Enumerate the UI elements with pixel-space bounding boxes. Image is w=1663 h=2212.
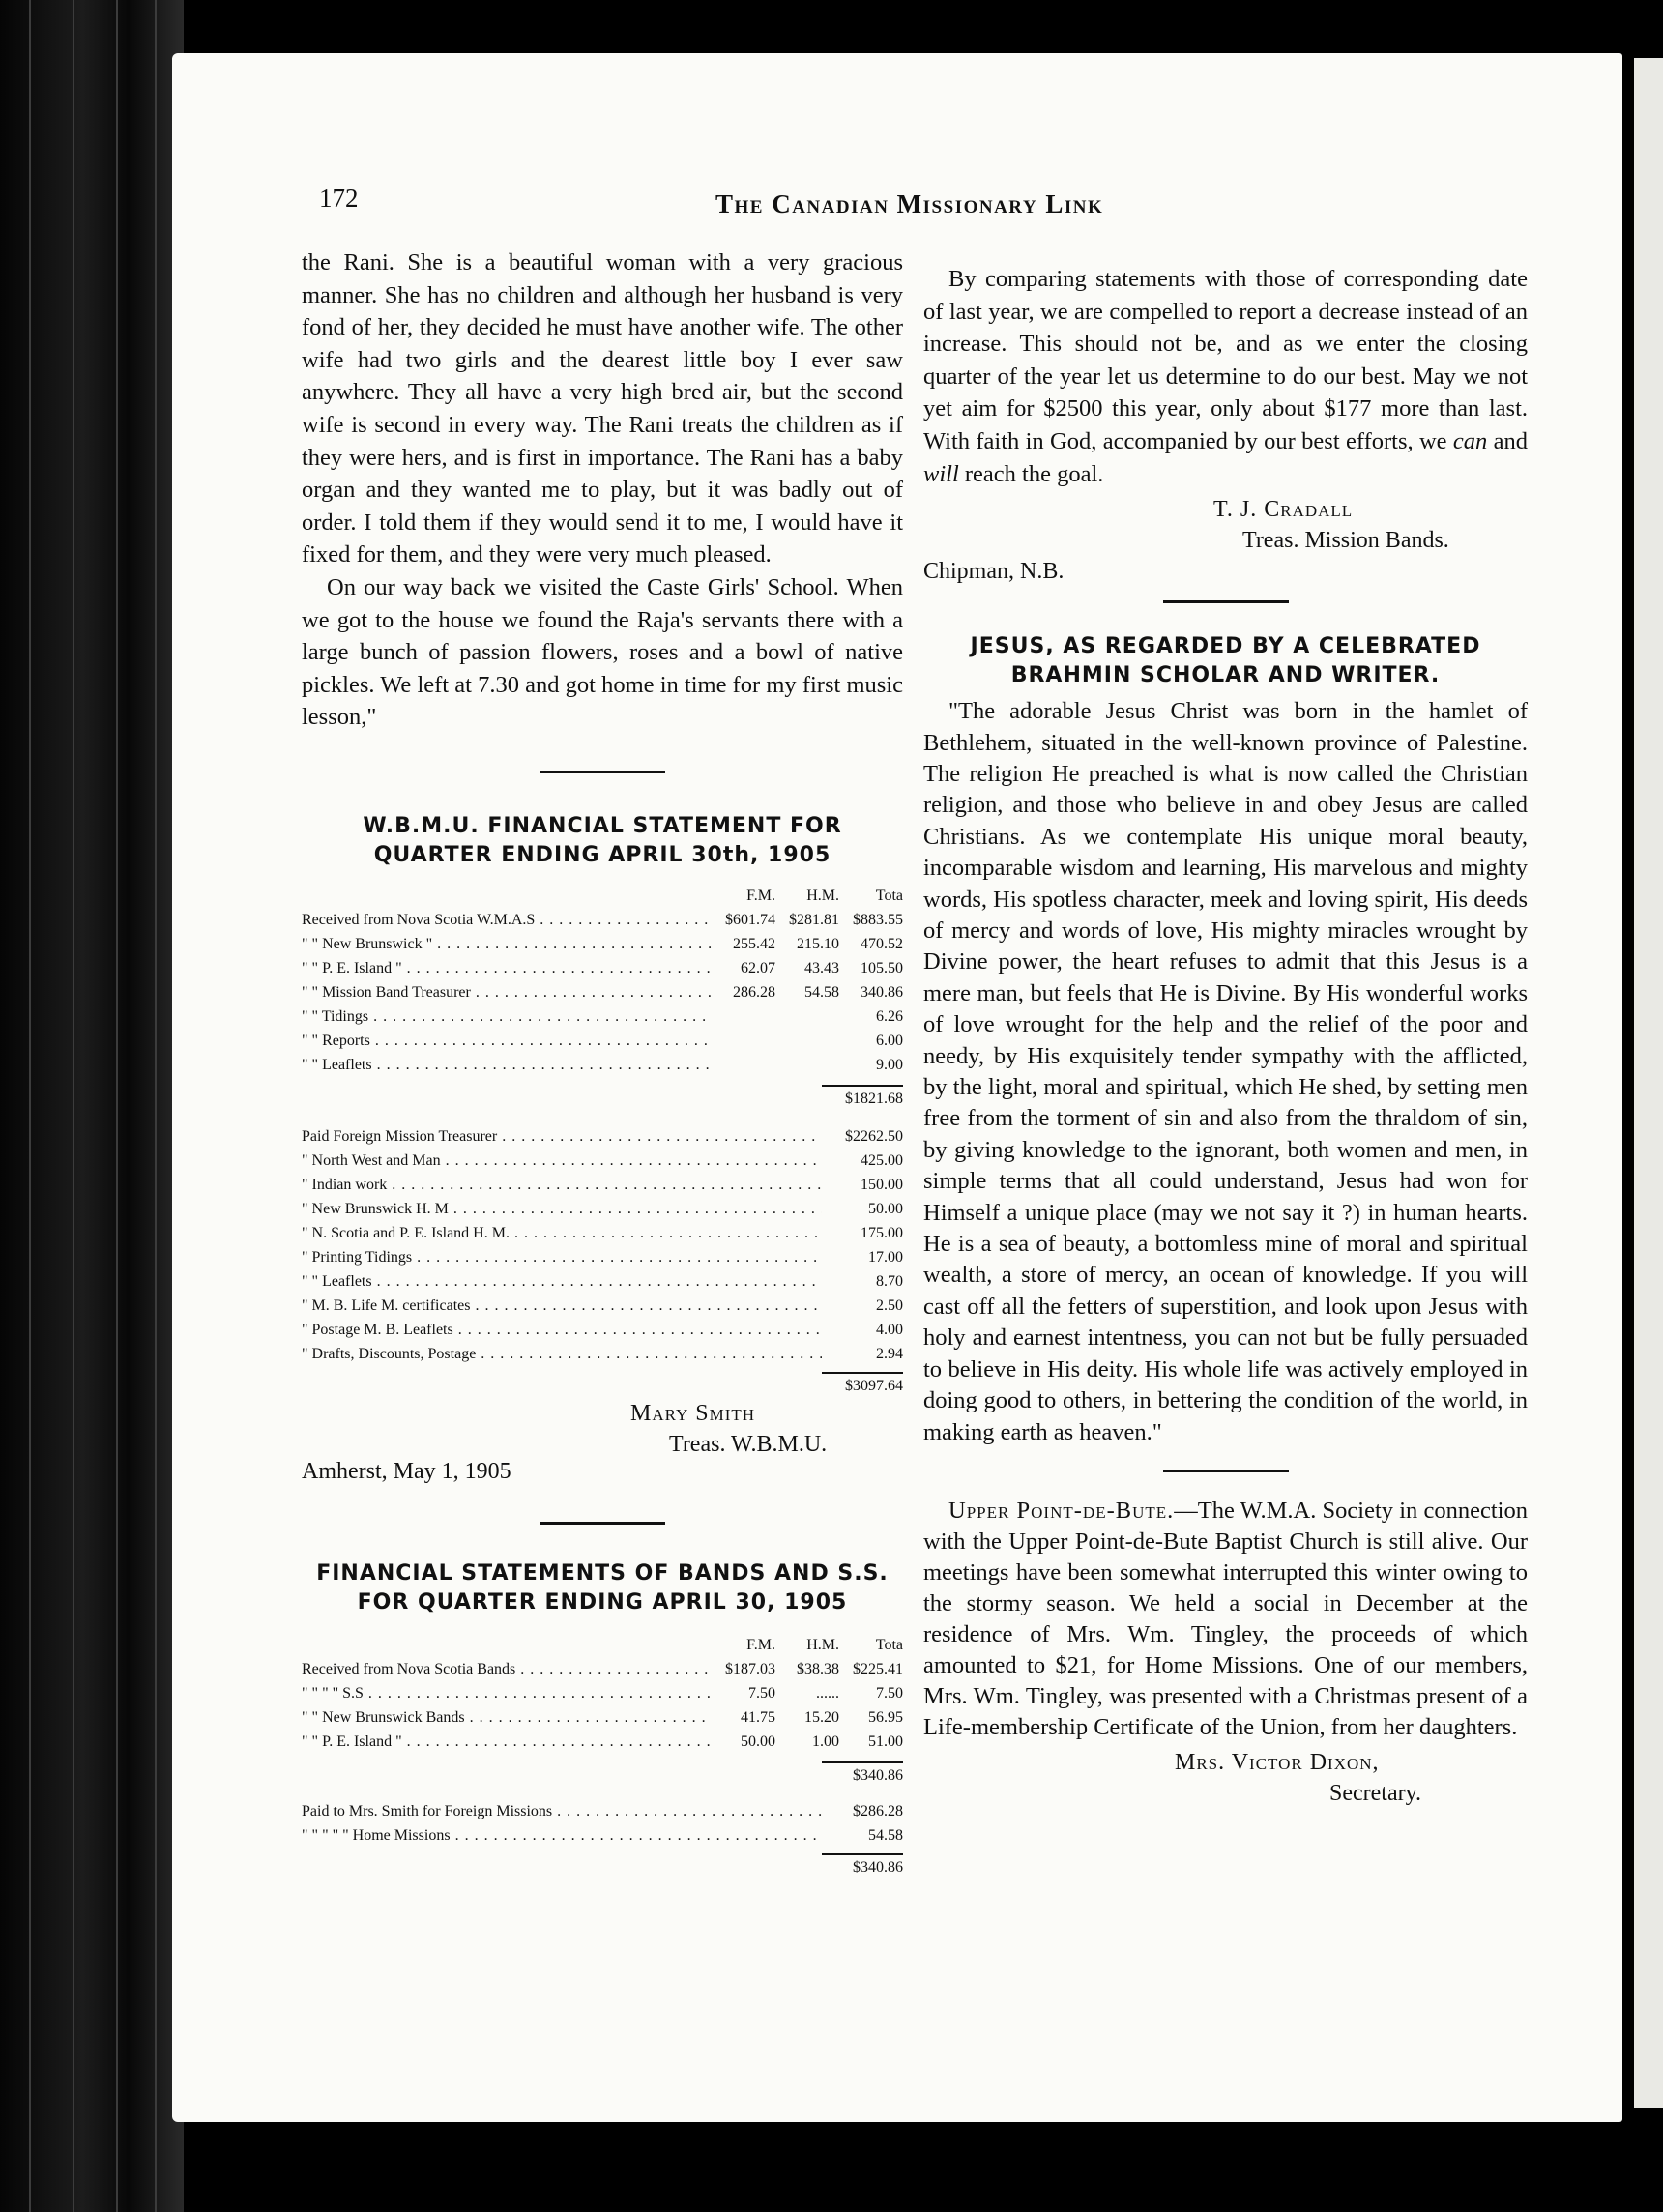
running-head: The Canadian Missionary Link bbox=[715, 189, 1104, 218]
col-header: Tota bbox=[875, 1636, 903, 1653]
fm-value: $601.74 bbox=[725, 911, 775, 928]
row-label: " " Mission Band Treasurer . . . bbox=[302, 980, 712, 1004]
cradall-emphasis: can bbox=[1452, 427, 1488, 454]
col-header: F.M. bbox=[746, 887, 775, 904]
fm-value: 41.75 bbox=[741, 1708, 775, 1726]
signer-title: Secretary. bbox=[1329, 1780, 1422, 1806]
col-header: H.M. bbox=[806, 1636, 839, 1653]
table-row bbox=[302, 1053, 903, 1077]
spine-edge-line bbox=[73, 0, 74, 2212]
table-row bbox=[302, 1004, 903, 1029]
table-row bbox=[302, 1294, 903, 1318]
row-label: " " Leaflets . . . bbox=[302, 1269, 822, 1294]
cradall-text: reach the goal. bbox=[958, 460, 1104, 487]
table-row bbox=[302, 1318, 903, 1342]
signer-name: Mrs. Victor Dixon, bbox=[1175, 1749, 1380, 1775]
wbmu-received-total: $1821.68 bbox=[822, 1085, 903, 1111]
jesus-title bbox=[923, 632, 1528, 690]
cradall-paragraph bbox=[923, 263, 1528, 490]
amount-value: $2262.50 bbox=[845, 1127, 903, 1145]
bands-title bbox=[302, 1559, 903, 1617]
bands-paid-total: $340.86 bbox=[822, 1853, 903, 1879]
place-date: Chipman, N.B. bbox=[923, 559, 1065, 585]
wbmu-col-headers bbox=[302, 884, 903, 908]
row-label: " " New Brunswick Bands . . . bbox=[302, 1705, 712, 1730]
amount-value: $286.28 bbox=[853, 1802, 903, 1819]
section-rule bbox=[540, 1522, 665, 1525]
table-row bbox=[302, 1823, 903, 1848]
cradall-text: and bbox=[1487, 427, 1528, 454]
total-value: $883.55 bbox=[853, 911, 903, 928]
upper-point-text: —The W.M.A. Society in connection with the Upper Point-de-Bute Baptist Church is still alive. Our meetings have been somewhat interrupted this winter owing to the stormy season. We held a social in December at the residence of Mrs. Wm. Tingley, the proceeds of which amounted to $21, for Home Missions. One of our members, Mrs. Wm. Tingley, was presented with a Christmas present of a Life-membership Certificate of the Union, from her daughters. bbox=[923, 1497, 1528, 1740]
row-label: Paid Foreign Mission Treasurer . . . bbox=[302, 1124, 822, 1149]
total-value: 470.52 bbox=[861, 935, 903, 952]
bands-received-total: $340.86 bbox=[822, 1761, 903, 1788]
story-paragraph: the Rani. She is a beautiful woman with a very gracious manner. She has no children and although her husband is very fond of her, they decided he must have another wife. The other wife had two girls and the dearest little boy I ever saw anywhere. They all have a very high bred air, but the second wife is second in every way. The Rani treats the children as if they were hers, and is first in importance. The Rani has a baby organ and they wanted me to play, but it was badly out of order. I told them if they would send it to me, I would have it fixed for them, and they were very much pleased. bbox=[302, 249, 903, 568]
signer-title: Treas. W.B.M.U. bbox=[669, 1431, 828, 1457]
row-label: " " P. E. Island " . . . bbox=[302, 956, 712, 980]
hm-value: 43.43 bbox=[804, 959, 839, 976]
hm-value: $281.81 bbox=[789, 911, 839, 928]
table-row bbox=[302, 980, 903, 1004]
fm-value: $187.03 bbox=[725, 1660, 775, 1677]
bands-col-headers bbox=[302, 1633, 903, 1657]
bands-paid-rows bbox=[302, 1799, 903, 1848]
table-row bbox=[302, 1269, 903, 1294]
row-label: " Indian work . . . bbox=[302, 1173, 822, 1197]
section-rule bbox=[540, 771, 665, 773]
hm-value: 54.58 bbox=[804, 983, 839, 1001]
spine-edge-line bbox=[155, 0, 157, 2212]
row-label: " " P. E. Island " . . . bbox=[302, 1730, 712, 1754]
upper-point-signature bbox=[923, 1747, 1528, 1809]
row-label: " " " " " Home Missions . . . bbox=[302, 1823, 822, 1848]
amount-value: 4.00 bbox=[876, 1321, 903, 1338]
hm-value: 215.10 bbox=[797, 935, 839, 952]
fm-value: 7.50 bbox=[748, 1684, 775, 1702]
facing-page-edge bbox=[1634, 58, 1663, 2108]
table-row bbox=[302, 1245, 903, 1269]
row-label: " North West and Man . . . bbox=[302, 1149, 822, 1173]
spine-edge-line bbox=[116, 0, 118, 2212]
col-header: F.M. bbox=[746, 1636, 775, 1653]
row-label: " New Brunswick H. M . . . bbox=[302, 1197, 822, 1221]
left-column bbox=[302, 247, 903, 1879]
total-value: 105.50 bbox=[861, 959, 903, 976]
signer-name: T. J. Cradall bbox=[1213, 497, 1354, 523]
total-value: 51.00 bbox=[868, 1732, 903, 1750]
table-row bbox=[302, 1342, 903, 1366]
table-row bbox=[302, 1029, 903, 1053]
jesus-paragraph: "The adorable Jesus Christ was born in the hamlet of Bethlehem, situated in the well-known province of Palestine. The religion He preached is what is now called the Christian religion, and those who believe in and obey Jesus are called Christians. As we contemplate His unique moral beauty, incomparable wisdom and learning, His marvelous and mighty words, His spotless character, meek and loving spirit, His deeds of mercy and words of love, His mighty miracles wrought by Divine power, the heart refuses to admit that this Jesus is a mere man, but feels that He is Divine. By His wonderful works of love wrought for the help and the relief of the poor and needy, by His exquisitely tender sympathy with the afflicted, by the light, moral and spiritual, which He shed, by setting men free from the torment of sin and also from the thraldom of sin, by giving knowledge to the ignorant, both women and men, in simple terms that all could understand, Jesus had won for Himself a unique place (may we not say it ?) in human hearts. He is a sea of beauty, a bottomless mine of moral and spiritual wealth, a store of mercy, an ocean of knowledge. If you will cast off all the fetters of superstition, and look upon Jesus with holy and earnest intentness, you can not but be fully persuaded to believe in His deity. His whole life was actively employed in doing good to others, in bettering the condition of the world, in making earth as heaven." bbox=[923, 698, 1529, 1445]
row-label: " N. Scotia and P. E. Island H. M. . . . bbox=[302, 1221, 822, 1245]
row-label: " Postage M. B. Leaflets . . . bbox=[302, 1318, 822, 1342]
hm-value: 15.20 bbox=[804, 1708, 839, 1726]
amount-value: 17.00 bbox=[868, 1248, 903, 1266]
table-row bbox=[302, 1799, 903, 1823]
amount-value: 54.58 bbox=[868, 1826, 903, 1844]
fm-value: 50.00 bbox=[741, 1732, 775, 1750]
table-row bbox=[302, 908, 903, 932]
story-paragraph: On our way back we visited the Caste Girls' School. When we got to the house we found the Raja's servants there with a large bunch of passion flowers, roses and a bowl of native pickles. We left at 7.30 and got home in time for my first music lesson," bbox=[302, 573, 903, 731]
table-row bbox=[302, 1173, 903, 1197]
right-column bbox=[923, 263, 1528, 1809]
table-row bbox=[302, 1657, 903, 1681]
row-label: Received from Nova Scotia W.M.A.S . . . bbox=[302, 908, 712, 932]
bands-title-line: FOR QUARTER ENDING APRIL 30, 1905 bbox=[357, 1589, 848, 1615]
total-value: 7.50 bbox=[876, 1684, 903, 1702]
cradall-signature bbox=[923, 494, 1528, 587]
wbmu-title bbox=[302, 812, 903, 870]
amount-value: 150.00 bbox=[861, 1176, 903, 1193]
amount-value: 175.00 bbox=[861, 1224, 903, 1241]
spine-edge-line bbox=[29, 0, 31, 2212]
section-rule bbox=[1163, 600, 1289, 603]
wbmu-received-rows bbox=[302, 908, 903, 1077]
hm-value: $38.38 bbox=[797, 1660, 839, 1677]
bands-title-line: FINANCIAL STATEMENTS OF BANDS AND S.S. bbox=[316, 1560, 889, 1586]
total-value: 56.95 bbox=[868, 1708, 903, 1726]
book-spine bbox=[0, 0, 184, 2212]
upper-point-paragraph bbox=[923, 1496, 1528, 1743]
jesus-title-line: JESUS, AS REGARDED BY A CELEBRATED bbox=[970, 634, 1481, 659]
total-value: 9.00 bbox=[876, 1056, 903, 1073]
wbmu-signature bbox=[302, 1398, 903, 1487]
page-number: 172 bbox=[319, 184, 359, 213]
amount-value: 2.50 bbox=[876, 1296, 903, 1314]
col-header: H.M. bbox=[806, 887, 839, 904]
total-value: 6.26 bbox=[876, 1007, 903, 1025]
table-row bbox=[302, 1681, 903, 1705]
fm-value: 255.42 bbox=[733, 935, 775, 952]
table-row bbox=[302, 1149, 903, 1173]
row-label: " Drafts, Discounts, Postage . . . bbox=[302, 1342, 822, 1366]
fm-value: 62.07 bbox=[741, 959, 775, 976]
row-label: Received from Nova Scotia Bands . . . bbox=[302, 1657, 712, 1681]
bands-table bbox=[302, 1633, 903, 1879]
table-row bbox=[302, 1221, 903, 1245]
table-row bbox=[302, 956, 903, 980]
row-label: " " " " S.S . . . bbox=[302, 1681, 712, 1705]
upper-point-heading: Upper Point-de-Bute. bbox=[948, 1497, 1175, 1524]
total-value: 340.86 bbox=[861, 983, 903, 1001]
cradall-text: By comparing statements with those of corresponding date of last year, we are compelled to report a decrease instead of an increase. This should not be, and as we enter the closing quarter of the year let us determine to do our best. May we not yet aim for $2500 this year, only about $177 more than last. With faith in God, accompanied by our best efforts, we bbox=[923, 266, 1528, 454]
bands-received-rows bbox=[302, 1657, 903, 1754]
place-date: Amherst, May 1, 1905 bbox=[302, 1458, 511, 1484]
fm-value: 286.28 bbox=[733, 983, 775, 1001]
wbmu-paid-total: $3097.64 bbox=[822, 1372, 903, 1398]
amount-value: 2.94 bbox=[876, 1345, 903, 1362]
amount-value: 50.00 bbox=[868, 1200, 903, 1217]
cradall-emphasis: will bbox=[923, 460, 959, 487]
row-label: " M. B. Life M. certificates . . . bbox=[302, 1294, 822, 1318]
wbmu-title-line: W.B.M.U. FINANCIAL STATEMENT FOR bbox=[363, 813, 842, 838]
hm-value: 1.00 bbox=[812, 1732, 839, 1750]
hm-value: ...... bbox=[816, 1684, 839, 1702]
wbmu-table bbox=[302, 884, 903, 1398]
row-label: Paid to Mrs. Smith for Foreign Missions . . . bbox=[302, 1799, 822, 1823]
total-value: 6.00 bbox=[876, 1032, 903, 1049]
jesus-title-line: BRAHMIN SCHOLAR AND WRITER. bbox=[1010, 663, 1441, 688]
row-label: " " Leaflets . . . bbox=[302, 1053, 712, 1077]
amount-value: 425.00 bbox=[861, 1151, 903, 1169]
table-row bbox=[302, 1705, 903, 1730]
signer-name: Mary Smith bbox=[630, 1400, 756, 1426]
row-label: " " New Brunswick " . . . bbox=[302, 932, 712, 956]
table-row bbox=[302, 932, 903, 956]
row-label: " " Tidings . . . bbox=[302, 1004, 712, 1029]
row-label: " " Reports . . . bbox=[302, 1029, 712, 1053]
wbmu-paid-rows bbox=[302, 1124, 903, 1366]
section-rule bbox=[1163, 1470, 1289, 1472]
wbmu-title-line: QUARTER ENDING APRIL 30th, 1905 bbox=[373, 842, 832, 867]
total-value: $225.41 bbox=[853, 1660, 903, 1677]
table-row bbox=[302, 1197, 903, 1221]
col-header: Tota bbox=[875, 887, 903, 904]
table-row bbox=[302, 1730, 903, 1754]
signer-title: Treas. Mission Bands. bbox=[1242, 528, 1449, 554]
table-row bbox=[302, 1124, 903, 1149]
row-label: " Printing Tidings . . . bbox=[302, 1245, 822, 1269]
amount-value: 8.70 bbox=[876, 1272, 903, 1290]
